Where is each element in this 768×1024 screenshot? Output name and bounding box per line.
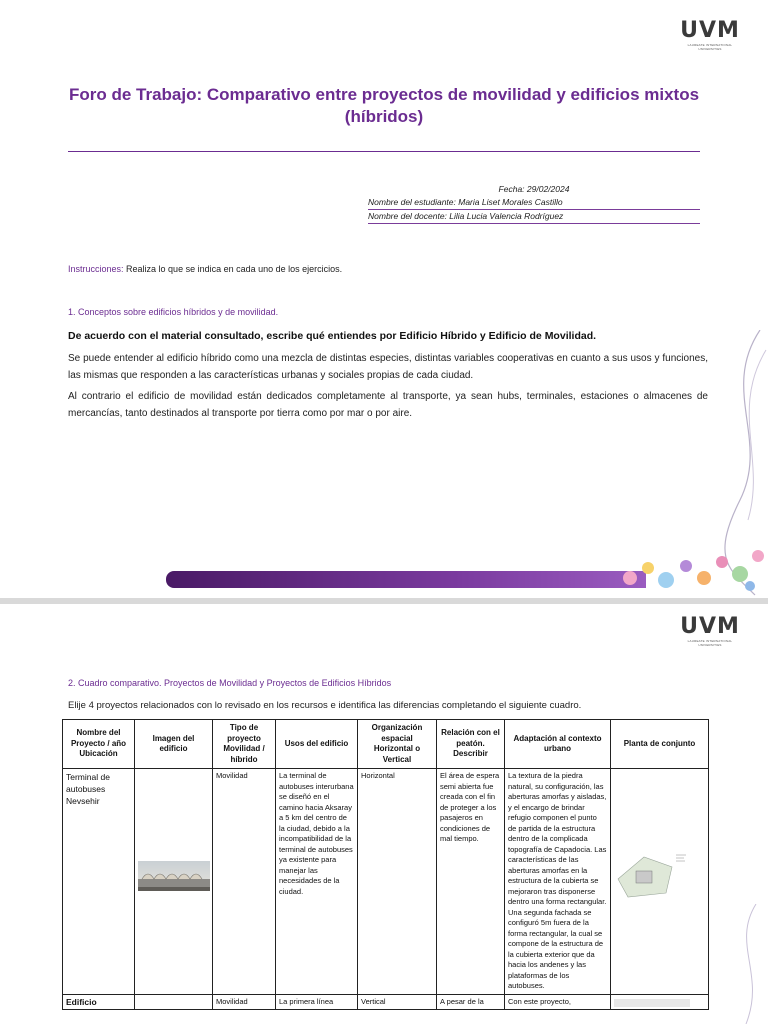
instructions (68, 264, 342, 274)
logo-subtext: LAUREATE INTERNATIONAL UNIVERSITIES (687, 43, 733, 51)
project-type: Movilidad (213, 994, 276, 1010)
section-2-heading: 2. Cuadro comparativo. Proyectos de Movilidad y Proyectos de Edificios Híbridos (68, 678, 392, 688)
urban-adaptation: La textura de la piedra natural, su configuración, las aberturas amorfas y aisladas, y el encargo de brindar refugio componen el punto de partida de la estructura dentro de la complicada topografía de Capadocia. Las características de las aberturas amorfas en la estructura de la cubierta se mejoraron tras disponerse dentro una forma rectangular. Una segunda fachada se configuró 5m fuera de la forma rectangular, la cual se compone de la estructura de la cubierta exterior que da hacia los andenes y las plataformas de los autobuses. (505, 769, 611, 995)
project-name: Edificio (63, 994, 135, 1010)
hybrid-definition: Se puede entender al edificio híbrido como una mezcla de distintas especies, distintas variables cooperativas en cuanto a sus usos y funciones, las mismas que responden a las características urbanas y sociales propias de cada ciudad. (68, 353, 708, 381)
section-1-heading: 1. Conceptos sobre edificios híbridos y de movilidad. (68, 307, 279, 317)
header-uses: Usos del edificio (276, 720, 358, 769)
date-line: Fecha: 29/02/2024 (498, 184, 570, 194)
urban-adaptation: Con este proyecto, (505, 994, 611, 1010)
site-plan-cell (611, 769, 709, 995)
header-spatial-organization: Organización espacial Horizontal o Vertical (358, 720, 437, 769)
table-header-row (63, 720, 709, 769)
instructions-label: Instrucciones: (68, 264, 124, 274)
project-type: Movilidad (213, 769, 276, 995)
building-image (138, 861, 210, 891)
instructions-text: Realiza lo que se indica en cada uno de los ejercicios. (123, 264, 343, 274)
project-name: Terminal de autobuses Nevsehir (63, 769, 135, 995)
pedestrian-relation: El área de espera semi abierta fue creada con el fin de proteger a los pasajeros en condiciones de mal tiempo. (437, 769, 505, 995)
header-pedestrian-relation: Relación con el peatón. Describir (437, 720, 505, 769)
header-urban-adaptation: Adaptación al contexto urbano (505, 720, 611, 769)
page-title: Foro de Trabajo: Comparativo entre proyectos de movilidad y edificios mixtos (híbridos) (68, 85, 700, 126)
student-name: Nombre del estudiante: Maria Liset Morales Castillo (368, 197, 700, 210)
mobility-definition: Al contrario el edificio de movilidad están dedicados completamente al transporte, ya sean hubs, terminales, estaciones o almacenes de mercancías, tanto destinados al transporte por tierra como por mar o por aire. (68, 391, 708, 419)
header-project-type: Tipo de proyecto Movilidad / híbrido (213, 720, 276, 769)
building-image-cell (135, 769, 213, 995)
spatial-organization: Vertical (358, 994, 437, 1010)
uvm-logo-page-2 (680, 616, 740, 647)
section-2-intro: Elije 4 proyectos relacionados con lo revisado en los recursos e identifica las diferencias completando el siguiente cuadro. (68, 700, 582, 711)
building-uses: La primera línea (276, 994, 358, 1010)
pedestrian-relation: A pesar de la (437, 994, 505, 1010)
swirl-decoration (726, 904, 768, 1024)
header-site-plan: Planta de conjunto (611, 720, 709, 769)
teacher-name: Nombre del docente: Lilia Lucia Valencia Rodríguez (368, 211, 700, 224)
table-row (63, 769, 709, 995)
spatial-organization: Horizontal (358, 769, 437, 995)
site-plan-cell (611, 994, 709, 1010)
comparison-table (62, 719, 709, 1010)
header-image: Imagen del edificio (135, 720, 213, 769)
building-uses: La terminal de autobuses interurbana se diseñó en el camino hacia Aksaray a 5 km del centro de la ciudad, debido a la incompatibilidad de la terminal de autobuses ya existente para manejar las necesidades de la ciudad. (276, 769, 358, 995)
logo-subtext: LAUREATE INTERNATIONAL UNIVERSITIES (687, 639, 733, 647)
header-project-name: Nombre del Proyecto / año Ubicación (63, 720, 135, 769)
section-1-question: De acuerdo con el material consultado, escribe qué entiendes por Edificio Híbrido y Edificio de Movilidad. (68, 330, 597, 342)
uvm-logo (680, 20, 740, 51)
purple-footer-bar (166, 571, 646, 588)
logo-text: UVM (680, 614, 740, 639)
building-image-cell (135, 994, 213, 1010)
site-plan-image (614, 999, 690, 1007)
site-plan-image (614, 849, 690, 901)
flowers-decoration (600, 538, 768, 594)
logo-text: UVM (680, 18, 740, 43)
table-row (63, 994, 709, 1010)
title-divider (68, 151, 700, 152)
